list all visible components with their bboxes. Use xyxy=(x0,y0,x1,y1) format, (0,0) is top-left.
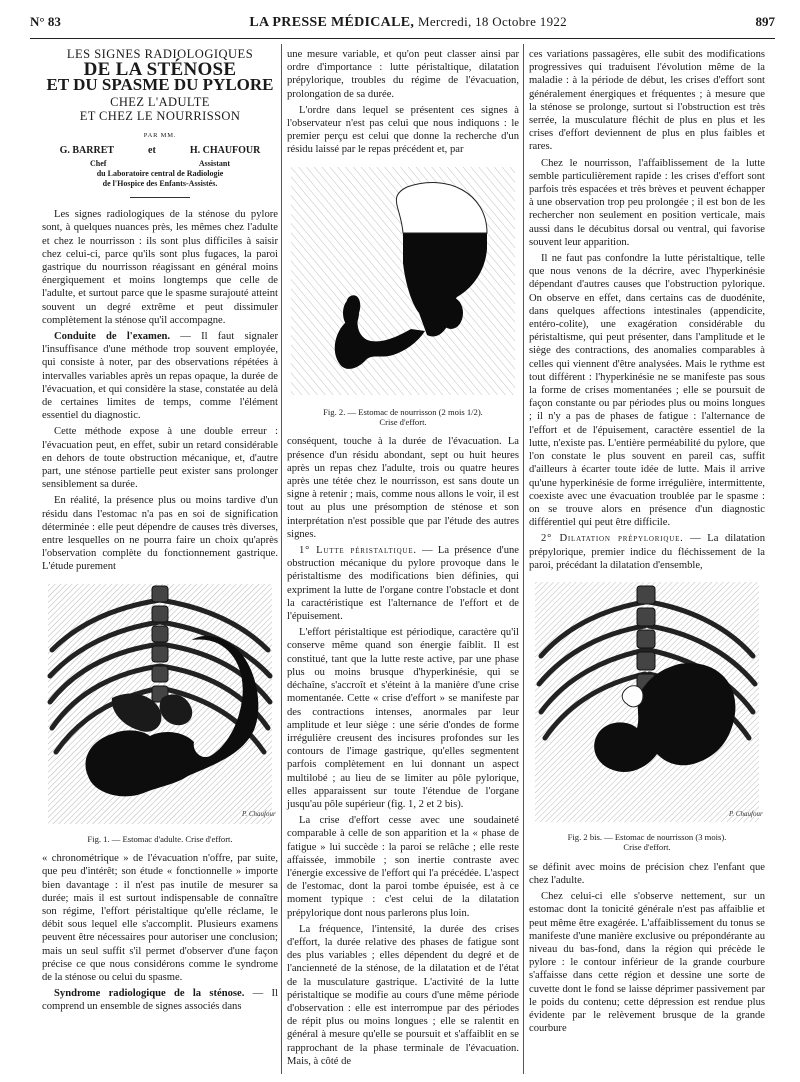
caption-line: Fig. 2. — Estomac de nourrisson (2 mois 1/2). xyxy=(323,406,483,417)
paragraph: « chronométrique » de l'évacuation n'offre, par suite, que peu d'intérêt; son étude « fonctionnelle » importe bien davantage : il n'est pas inutile de mesurer sa durée; mais il est surtout indispensable de connaître son régime, l'effort péristaltique qu'elle réclame, le débit sous lequel elle s'accomplit. Plusieurs examens peuvent être nécessaires pour autoriser une conclusion; mais un seul suffit s'il permet d'observer d'une façon précise ce que nous considérons comme le syndrome de la sténose ou celui du spasme. xyxy=(42,853,278,983)
paragraph-text: — Il comprend un ensemble de signes associés dans xyxy=(42,988,278,1013)
section-heading: 2° Dilatation prépylorique. xyxy=(541,533,684,545)
page-number: 897 xyxy=(755,14,775,29)
figure-signature: P. Chaufour xyxy=(242,809,276,818)
paragraph: En réalité, la présence plus ou moins tardive d'un résidu dans l'estomac n'a pas en soi de signification déterminée : elle peut dépendre de causes très diverses, entre lesquelles on ne pourra faire un choix qu'après l'observation complète du fonctionnement gastrique. L'étude purement xyxy=(42,495,278,573)
paragraph-text: — Il faut signaler l'insuffisance d'une méthode trop souvent employée, qui consiste à noter, par des observations répétées à intervalles variables après un repas opaque, la durée de l'évacuation, et qui considère la stase, constatée au delà de certaines limites de temps, comme l'élément essentiel du diagnostic. xyxy=(42,331,279,422)
paragraph xyxy=(42,987,278,1013)
paragraph-text: — La dilatation prépylorique, premier indice du fléchissement de la paroi, précédant la dilatation d'ensemble, xyxy=(529,533,765,571)
author-name: G. BARRET xyxy=(59,145,115,157)
paragraph: La crise d'effort cesse avec une soudaineté comparable à celle de son apparition et la « phase de fatigue » lui succède : la paroi se relâche ; elle reste affaissée, immobile ; son inertie contraste avec l'énergie excessive de l'effort qui l'a précédée. L'aspect de l'estomac, dont la paroi tombe épuisée, est à ce moment typique : c'est celui de la dilatation prépylorique dont nous parlerons plus loin. xyxy=(287,815,519,919)
article-supertitle: LES SIGNES RADIOLOGIQUES xyxy=(66,47,254,61)
paragraph: se définit avec moins de précision chez l'enfant que chez l'adulte. xyxy=(529,861,765,886)
affiliation-line: de l'Hospice des Enfants-Assistés. xyxy=(102,178,218,188)
article-title: DE LA STÉNOSE xyxy=(83,59,237,81)
section-heading: 1° Lutte péristaltique. xyxy=(299,545,417,557)
page-header xyxy=(30,14,775,39)
author-name: H. CHAUFOUR xyxy=(189,145,261,157)
xray-adult-stomach-illustration xyxy=(42,580,278,830)
paragraph: L'ordre dans lequel se présentent ces signes à l'observateur n'est pas celui que nous indiquons : le premier perçu est celui que donne la recherche d'un résidu laissé par le repas précédent et, par xyxy=(287,104,519,156)
paragraph: Chez le nourrisson, l'affaiblissement de la lutte semble particulièrement rapide : les crises d'effort sont parfois très espacées et très brèves et peuvent échapper à une observation trop peu prolongée ; il est bon de les rechercher non seulement en position verticale, mais aussi dans le décubitus dorsal ou ventral, qui favorise souvent leur apparition. xyxy=(529,157,765,248)
affiliation xyxy=(42,159,278,188)
section-heading: Conduite de l'examen. xyxy=(54,331,171,343)
title-divider xyxy=(130,197,190,198)
column-rule xyxy=(281,44,282,1074)
caption-line: Crise d'effort. xyxy=(623,842,671,853)
caption-line: Crise d'effort. xyxy=(379,417,427,428)
author-role: Chef xyxy=(90,159,107,169)
article-title-block xyxy=(42,48,278,198)
paragraph-text: — La présence d'une obstruction mécanique du pylore provoque dans le péristaltisme des modifications bien définies, qui expriment la lutte de l'organe contre l'obstacle et dont la caractéristique est l'alternance de l'effort et de l'épuisement. xyxy=(287,545,519,623)
column-1 xyxy=(42,48,278,1017)
paragraph: Cette méthode expose à une double erreur : l'évacuation peut, en effet, subir un retard considérable en dehors de toute obstruction mécanique, et, d'autre part, une sténose partielle peut exister sans prolonger sensiblement sa durée. xyxy=(42,426,278,491)
paragraph: une mesure variable, et qu'on peut classer ainsi par ordre d'importance : lutte péristaltique, dilatation prépylorique, troubles du régime de l'évacuation, prolongation de sa durée. xyxy=(287,49,519,100)
column-rule xyxy=(523,44,524,1074)
figure-caption: Fig. 1. — Estomac d'adulte. Crise d'effort. xyxy=(87,833,233,844)
xray-infant-stomach-illustration xyxy=(287,163,519,403)
caption-line: Fig. 2 bis. — Estomac de nourrisson (3 mois). xyxy=(567,831,727,842)
author-role: Assistant xyxy=(198,159,230,169)
issue-date: Mercredi, 18 Octobre 1922 xyxy=(417,14,567,29)
paragraph: L'effort péristaltique est périodique, caractère qu'il conserve même quand son énergie faiblit. Il est constitué, tant que la lutte reste active, par une phase plus ou moins brusque d'hyperkinésie, qui se déchaîne, s'accroît et s'éteint à la manière d'une crise momentanée. Cette « crise d'effort » se manifeste par des contractions intenses, anormales par leur amplitude et leur siège : une série d'ondes de forme irrégulière creusent des incisures profondes sur les contours de l'image gastrique, qu'elles segmentent parfois complètement en lui donnant un aspect multilobé ; au lieu de se limiter au pôle pylorique, elles apparaissent sur toute l'étendue de l'organe jusqu'au pôle supérieur (fig. 1, 2 et 2 bis). xyxy=(287,627,519,810)
figure-1 xyxy=(42,580,278,844)
paragraph: conséquent, touche à la durée de l'évacuation. La présence d'un résidu abondant, sept ou huit heures après un repas chez l'adulte, trois ou quatre heures après une tétée chez le nourrisson, est sans doute un signe à retenir ; mais, comme nous allons le voir, il est tout au plus une présomption de sténose et son interprétation n'est possible que par l'étude des autres signes. xyxy=(287,436,519,540)
figure-2 xyxy=(287,163,519,428)
article-subtitle: CHEZ L'ADULTE xyxy=(110,94,210,109)
paragraph xyxy=(529,532,765,572)
issue-number: N° 83 xyxy=(30,14,61,29)
article-subtitle-line-2: ET CHEZ LE NOURRISSON xyxy=(79,108,241,123)
byline-par: PAR MM. xyxy=(143,132,177,140)
masthead xyxy=(249,14,567,31)
paragraph: Il ne faut pas confondre la lutte péristaltique, telle que nous venons de la décrire, avec l'hyperkinésie dépendant d'autres causes que l'obstruction pylorique. On observe en effet, dans certains cas de duodénite, dans quelques affections intestinales (appendicite, entéro-colite), une exagération considérable du péristaltisme, qui peut présenter, dans l'amplitude et le siège des contractions, des anomalies comparables à celles qui viennent d'être analysées. Mais le rythme est tout différent : l'hyperkinésie ne se manifeste pas sous la forme de crises momentanées ; elle se poursuit de façon constante ou par périodes plus ou moins longues ; il n'y a pas de phases de fatigue : l'alternance de l'effort et de l'épuisement, caractère essentiel de la lutte, n'existe pas. L'entière perméabilité du pylore, que l'on constate le plus souvent en pareil cas, suffit d'ailleurs à écarter toute idée de lutte. Mais il arrive qu'une hyperkinésie de forme irrégulière, intermittente, coexiste avec une évacuation troublée par le spasme : on se trouve alors en présence d'un diagnostic différentiel qui peut être difficile. xyxy=(529,253,765,529)
journal-title: LA PRESSE MÉDICALE, xyxy=(249,15,415,30)
xray-infant-stomach-3-months-illustration xyxy=(529,578,765,828)
paragraph: Chez celui-ci elle s'observe nettement, sur un estomac dont la tonicité générale n'est pas affaiblie et peut même être exagérée. L'affaiblissement du tonus se manifeste d'une manière exclusive ou prépondérante au niveau du bas-fond, dans la région qui précède le pylore : le contour inférieur de la grande courbure s'affaisse dans cette région et dessine une sorte de cuvette dont le fond se laisse déprimer passivement par le poids du contenu; cette dépression est rendue plus évidente par le relèvement brusque de la grande courbure xyxy=(529,891,765,1035)
paragraph xyxy=(287,544,519,623)
paragraph: La fréquence, l'intensité, la durée des crises d'effort, la durée relative des phases de fatigue sont des plus variables ; elles dépendent du degré et de l'ancienneté de la sténose, de la dilatation et de l'état de la musculature gastrique. L'activité de la lutte péristaltique se modifie au cours d'une même période d'observation : elle est interrompue par des périodes de répit plus ou moins longues ; elle se ralentit en général à mesure qu'elle se poursuit et s'affaiblit en se rapprochant de la phase terminale de l'évacuation. Mais, à côté de xyxy=(287,923,519,1067)
figure-2-bis xyxy=(529,578,765,853)
authors xyxy=(42,144,278,157)
paragraph xyxy=(42,330,278,422)
article-title-line-2: ET DU SPASME DU PYLORE xyxy=(46,75,274,95)
affiliation-line: du Laboratoire central de Radiologie xyxy=(96,169,224,179)
figure-caption xyxy=(287,407,519,428)
author-conjunction: et xyxy=(148,145,156,157)
figure-signature: P. Chaufour xyxy=(729,809,763,818)
figure-caption xyxy=(529,832,765,853)
column-3 xyxy=(529,48,765,1038)
section-heading: Syndrome radiologique de la sténose. xyxy=(54,988,245,1000)
paragraph: ces variations passagères, elle subit des modifications progressives qui traduisent l'évolution même de la maladie : à la période de début, les crises d'effort sont généralement énergiques et fréquentes ; à mesure que la sténose se prolonge, surtout si l'obstruction est très serrée, la musculature fléchit de plus en plus et les crises d'effort deviennent de plus en plus faibles et rares. xyxy=(529,49,765,153)
paragraph: Les signes radiologiques de la sténose du pylore sont, à quelques nuances près, les mêmes chez l'adulte et chez le nourrisson : ils sont plus difficiles à saisir chez celui-ci, parce qu'ils sont plus fugaces, la paroi gastrique du nourrisson réagissant en général moins énergiquement et moins longtemps que celle de l'adulte, et surtout parce que le spasme surajouté atteint souvent un degré extrême et peut dissimuler complètement la sténose qu'il accompagne. xyxy=(42,209,278,326)
column-2 xyxy=(287,48,519,1071)
